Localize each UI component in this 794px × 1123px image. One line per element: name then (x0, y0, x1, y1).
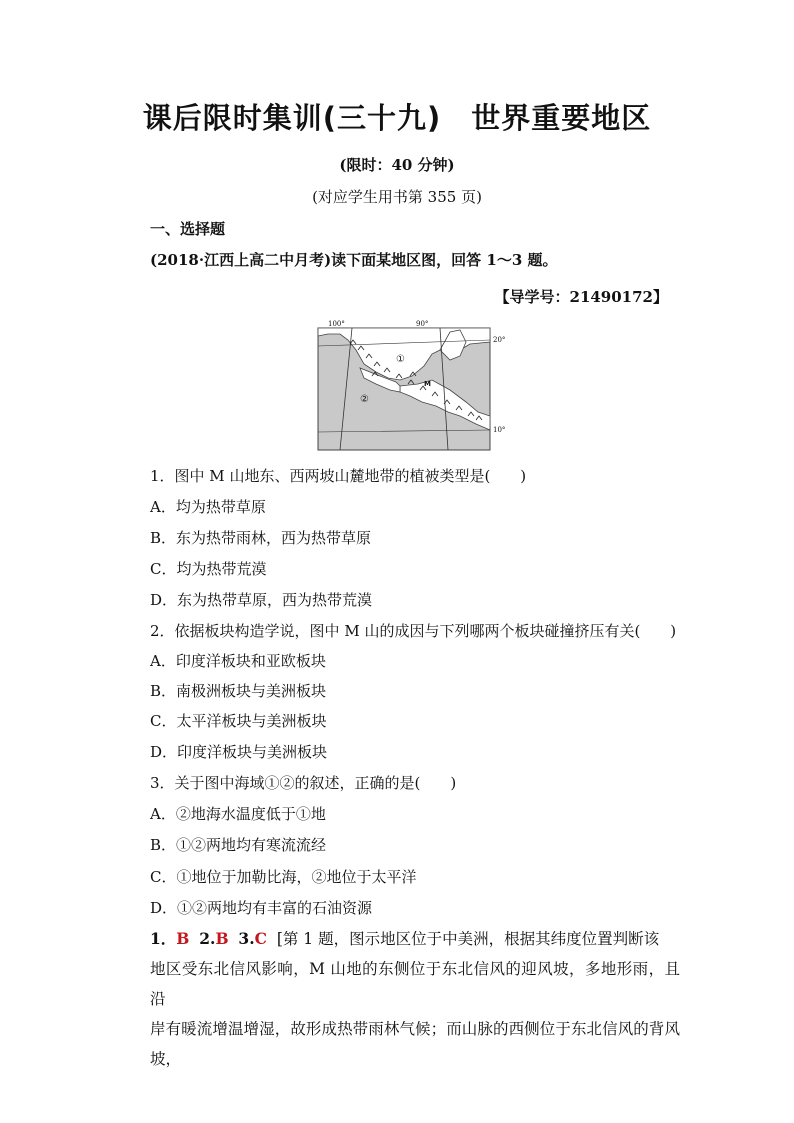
question-2-option-a: A．印度洋板块和亚欧板块 (150, 652, 326, 670)
question-1-option-c: C．均为热带荒漠 (150, 560, 267, 578)
sea-label-1: ① (396, 354, 405, 365)
mountain-label-m: M (424, 380, 431, 388)
question-2-option-c: C．太平洋板块与美洲板块 (150, 712, 327, 730)
question-3-option-d: D．①②两地均有丰富的石油资源 (150, 899, 373, 917)
guide-number: 【导学号：21490172】 (494, 288, 668, 306)
question-1-stem: 1．图中 M 山地东、西两坡山麓地带的植被类型是( ) (150, 467, 527, 485)
question-3-stem: 3．关于图中海域①②的叙述，正确的是( ) (150, 774, 457, 792)
title-sub: 世界重要地区 (471, 101, 652, 135)
book-reference: (对应学生用书第 355 页) (312, 188, 482, 206)
sea-label-2: ② (360, 394, 369, 405)
lon-label-100: 100° (328, 320, 345, 328)
lon-label-90: 90° (416, 320, 429, 328)
question-3-option-c: C．①地位于加勒比海，②地位于太平洋 (150, 868, 417, 886)
question-1-option-a: A．均为热带草原 (150, 498, 266, 516)
question-2-stem: 2．依据板块构造学说，图中 M 山的成因与下列哪两个板块碰撞挤压有关( ) (150, 622, 677, 640)
question-1-option-d: D．东为热带草原，西为热带荒漠 (150, 591, 373, 609)
page-title (0, 96, 794, 137)
question-intro: (2018·江西上高二中月考)读下面某地区图，回答 1～3 题。 (150, 251, 558, 269)
answer-1: B (176, 929, 190, 948)
answer-explanation: 1．B 2.B 3.C [第 1 题，图示地区位于中美洲，根据其纬度位置判断该 地区受东北信风影响，M 山地的东侧位于东北信风的迎风坡，多地形雨，且沿 岸有暖流增温增湿，故形成热带雨林气候；而山脉的西侧位于东北信风的背风坡， (150, 929, 680, 1068)
question-3-option-a: A．②地海水温度低于①地 (150, 805, 326, 823)
lat-label-20: 20° (493, 336, 506, 344)
time-limit: (限时：40 分钟) (339, 156, 455, 174)
answer-3: C (254, 929, 267, 948)
question-3-option-b: B．①②两地均有寒流流经 (150, 836, 327, 854)
title-main: 课后限时集训(三十九) (142, 101, 442, 135)
question-2-option-d: D．印度洋板块与美洲板块 (150, 743, 328, 761)
section-heading: 一、选择题 (150, 220, 226, 238)
region-map (300, 320, 508, 454)
lat-label-10: 10° (493, 426, 506, 434)
question-2-option-b: B．南极洲板块与美洲板块 (150, 682, 327, 700)
question-1-option-b: B．东为热带雨林，西为热带草原 (150, 529, 372, 547)
answer-2: B (215, 929, 229, 948)
